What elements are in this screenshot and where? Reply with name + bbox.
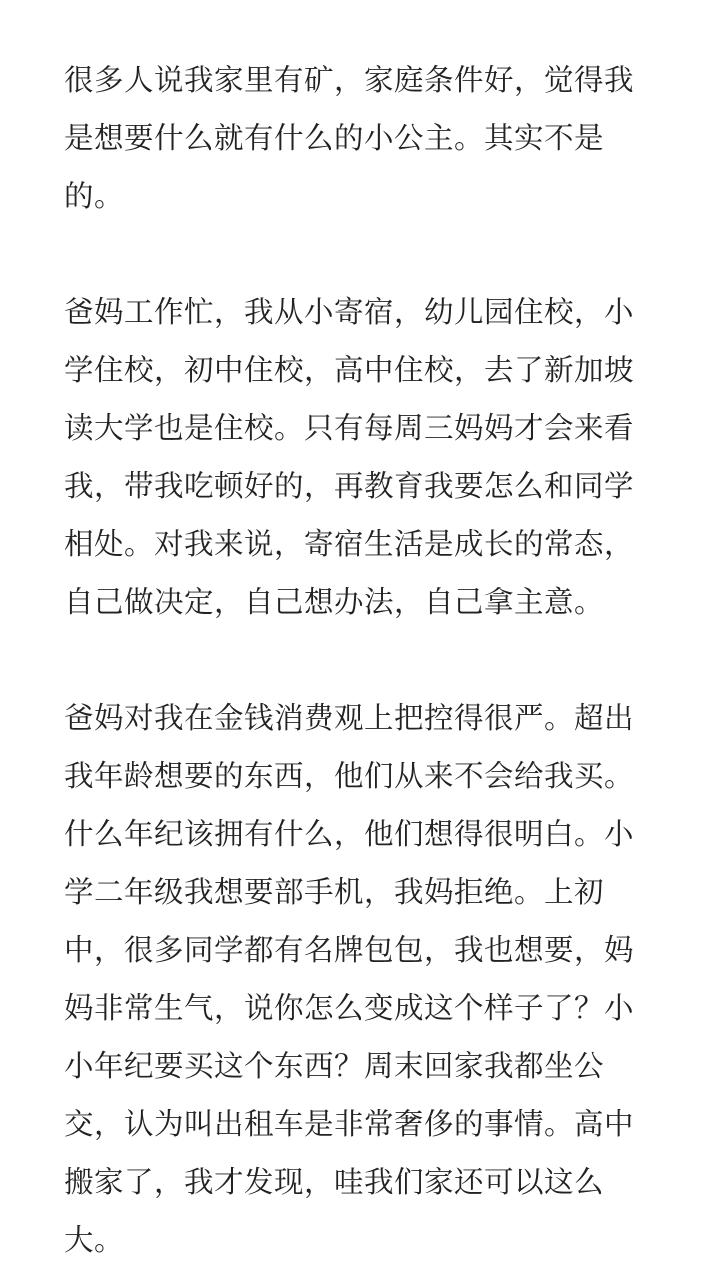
paragraph-2: 爸妈工作忙，我从小寄宿，幼儿园住校，小学住校，初中住校，高中住校，去了新加坡读大学也是住校。只有每周三妈妈才会来看我，带我吃顿好的，再教育我要怎么和同学相处。对我来说，寄宿生活是成长的常态，自己做决定，自己想办法，自己拿主意。 xyxy=(64,295,635,619)
article-body xyxy=(64,51,654,1269)
paragraph-1: 很多人说我家里有矿，家庭条件好，觉得我是想要什么就有什么的小公主。其实不是的。 xyxy=(64,63,635,213)
paragraph-3: 爸妈对我在金钱消费观上把控得很严。超出我年龄想要的东西，他们从来不会给我买。什么年纪该拥有什么，他们想得很明白。小学二年级我想要部手机，我妈拒绝。上初中，很多同学都有名牌包包，我也想要，妈妈非常生气，说你怎么变成这个样子了？小小年纪要买这个东西？周末回家我都坐公交，认为叫出租车是非常奢侈的事情。高中搬家了，我才发现，哇我们家还可以这么大。 xyxy=(64,701,635,1257)
